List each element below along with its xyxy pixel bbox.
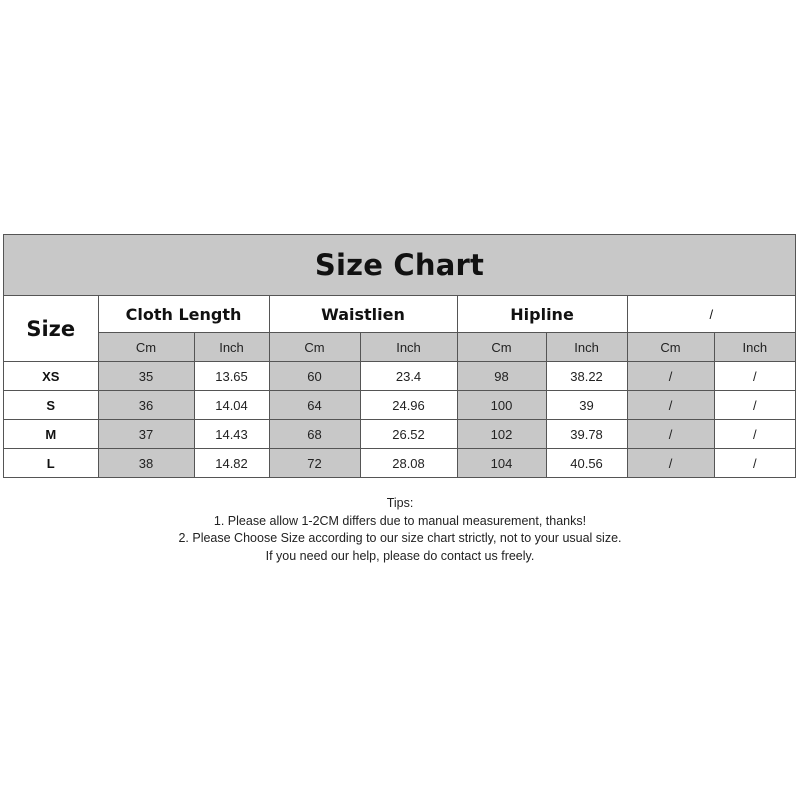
tips-heading: Tips: <box>386 496 414 510</box>
table-cell: 104 <box>457 449 546 478</box>
units-row <box>4 333 795 362</box>
table-cell: 14.04 <box>194 391 269 420</box>
table-row <box>4 420 795 449</box>
table-cell: / <box>714 362 795 391</box>
table-cell: 98 <box>457 362 546 391</box>
unit-cell: Cm <box>98 333 194 362</box>
table-cell: / <box>627 420 714 449</box>
size-table <box>4 296 795 477</box>
tips-line: If you need our help, please do contact us freely. <box>265 548 535 563</box>
size-chart-table <box>3 234 796 478</box>
tips-section <box>0 495 800 565</box>
table-cell: / <box>627 449 714 478</box>
unit-cell: Inch <box>194 333 269 362</box>
table-row <box>4 362 795 391</box>
size-column-header: Size <box>4 296 98 362</box>
size-label: XS <box>4 362 98 391</box>
table-cell: 64 <box>269 391 360 420</box>
page-title: Size Chart <box>314 248 485 282</box>
table-cell: 13.65 <box>194 362 269 391</box>
unit-cell: Inch <box>360 333 457 362</box>
table-cell: 39 <box>546 391 627 420</box>
table-cell: 37 <box>98 420 194 449</box>
table-cell: 14.43 <box>194 420 269 449</box>
size-label: M <box>4 420 98 449</box>
unit-cell: Cm <box>269 333 360 362</box>
tips-line: 1. Please allow 1-2CM differs due to manual measurement, thanks! <box>213 513 587 528</box>
table-cell: 60 <box>269 362 360 391</box>
table-cell: / <box>627 362 714 391</box>
table-cell: 100 <box>457 391 546 420</box>
table-row <box>4 449 795 478</box>
table-cell: / <box>627 391 714 420</box>
cloth-length-header: Cloth Length <box>98 296 269 333</box>
table-cell: 23.4 <box>360 362 457 391</box>
table-cell: / <box>714 420 795 449</box>
size-label: S <box>4 391 98 420</box>
table-cell: 28.08 <box>360 449 457 478</box>
table-cell: 72 <box>269 449 360 478</box>
table-cell: 36 <box>98 391 194 420</box>
title-bar <box>4 235 795 296</box>
table-row <box>4 391 795 420</box>
table-cell: 39.78 <box>546 420 627 449</box>
table-cell: 102 <box>457 420 546 449</box>
unit-cell: Inch <box>714 333 795 362</box>
tips-line: 2. Please Choose Size according to our size chart strictly, not to your usual size. <box>178 531 622 545</box>
empty-group-header: / <box>627 296 795 333</box>
unit-cell: Cm <box>457 333 546 362</box>
table-cell: 40.56 <box>546 449 627 478</box>
unit-cell: Inch <box>546 333 627 362</box>
table-cell: 38 <box>98 449 194 478</box>
table-cell: 35 <box>98 362 194 391</box>
table-cell: / <box>714 449 795 478</box>
table-cell: / <box>714 391 795 420</box>
unit-cell: Cm <box>627 333 714 362</box>
hipline-header: Hipline <box>457 296 627 333</box>
table-cell: 26.52 <box>360 420 457 449</box>
table-cell: 68 <box>269 420 360 449</box>
table-cell: 14.82 <box>194 449 269 478</box>
waist-header: Waistlien <box>269 296 457 333</box>
size-label: L <box>4 449 98 478</box>
table-cell: 38.22 <box>546 362 627 391</box>
table-cell: 24.96 <box>360 391 457 420</box>
